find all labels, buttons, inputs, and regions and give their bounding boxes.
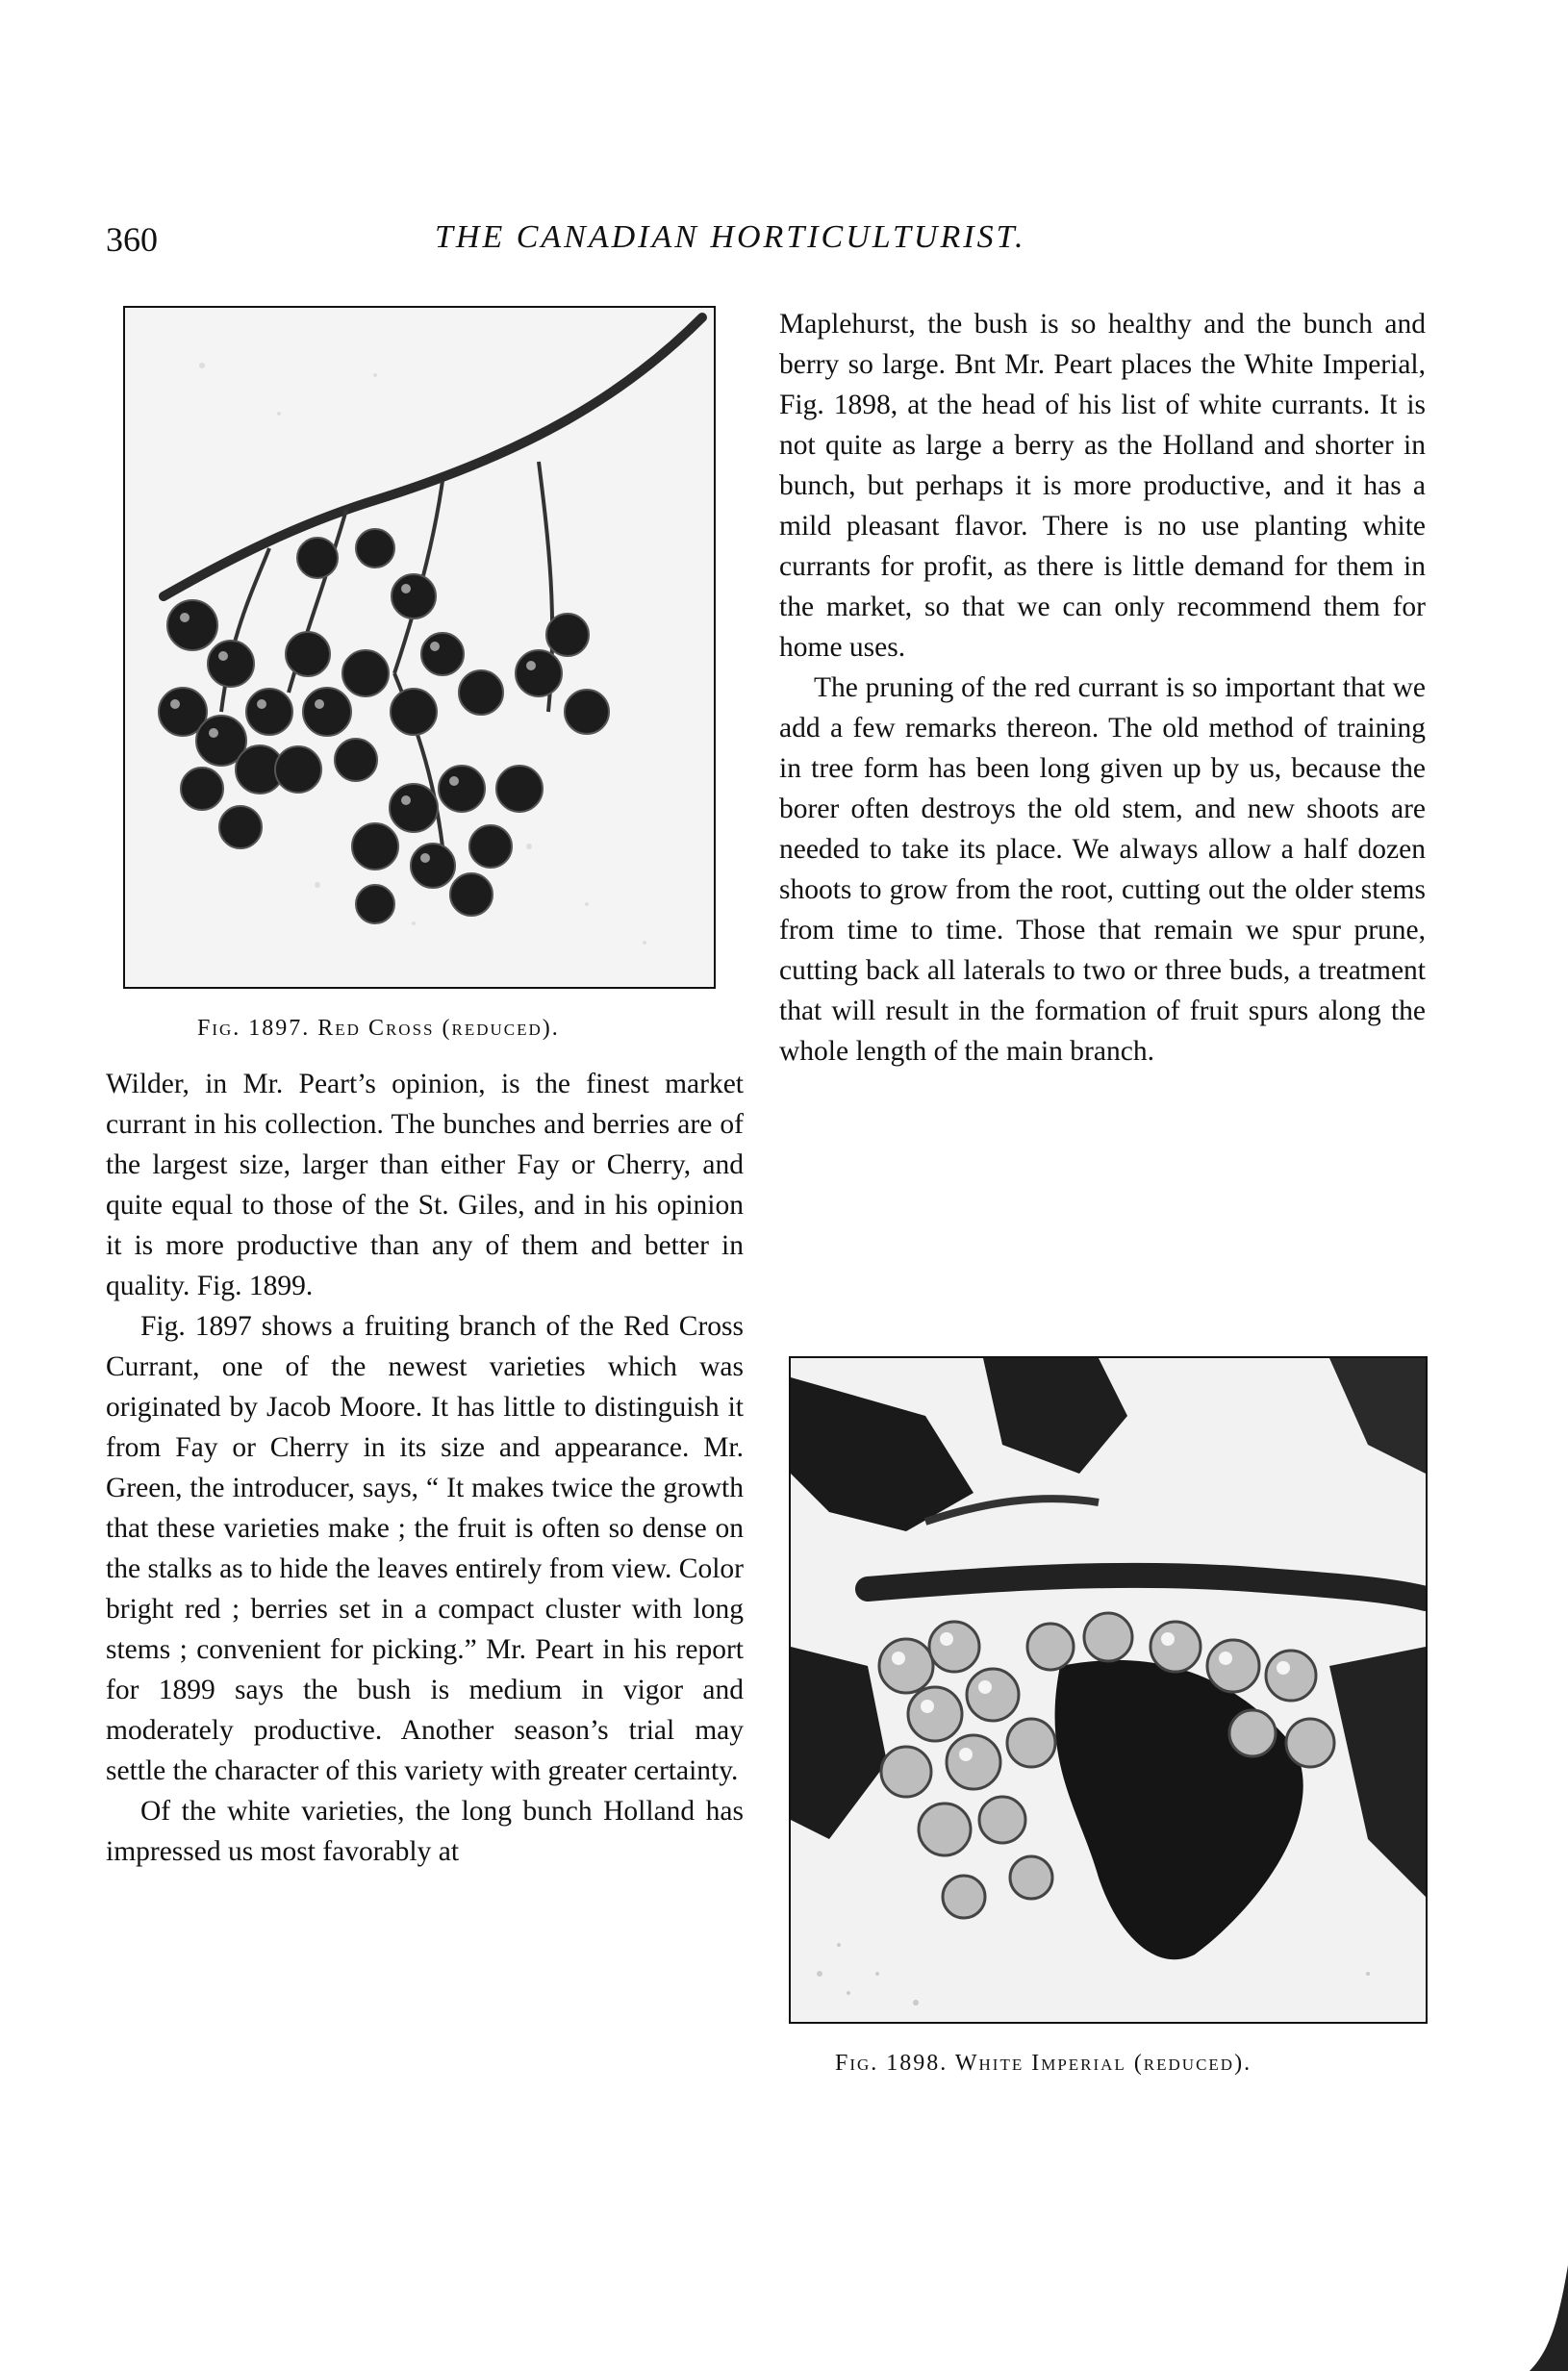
figure-1898	[789, 1356, 1428, 2024]
page-corner-mark	[1530, 2265, 1568, 2371]
paragraph: Wilder, in Mr. Peart’s opinion, is the finest market currant in his collection. The bunches and berries are of the largest size, larger than either Fay or Cherry, and quite equal to those of the St. Giles, and in his opinion it is more productive than any of them and better in quality. Fig. 1899.	[106, 1069, 744, 1301]
page-number: 360	[106, 220, 158, 259]
paragraph: Maplehurst, the bush is so healthy and the bunch and berry so large. Bnt Mr. Peart places the White Imperial, Fig. 1898, at the head of his list of white currants. It is not quite as large a berry as the Holland and shorter in bunch, but perhaps it is more productive, and it has a mild pleasant flavor. There is no use planting white currants for profit, as there is little demand for them in the market, so that we can only recommend them for home uses.	[779, 309, 1426, 663]
page-header	[0, 219, 1568, 267]
left-column	[106, 1064, 744, 1872]
figure-1897	[123, 306, 716, 989]
paragraph: Fig. 1897 shows a fruiting branch of the Red Cross Currant, one of the newest varieties which was originated by Jacob Moore. It has little to distinguish it from Fay or Cherry in its size and appearance. Mr. Green, the introducer, says, “ It makes twice the growth that these varieties make ; the fruit is often so dense on the stalks as to hide the leaves entirely from view. Color bright red ; berries set in a compact cluster with long stems ; convenient for picking.” Mr. Peart in his report for 1899 says the bush is medium in vigor and moderately productive. Another season’s trial may settle the character of this variety with greater certainty.	[106, 1311, 744, 1786]
paragraph: Of the white varieties, the long bunch Holland has impressed us most favorably at	[106, 1796, 744, 1867]
running-title: THE CANADIAN HORTICULTURIST.	[435, 219, 1026, 255]
red-currant-branch-photo	[125, 308, 714, 987]
figure-1898-caption: Fig. 1898. White Imperial (reduced).	[835, 2051, 1252, 2076]
figure-1897-caption: Fig. 1897. Red Cross (reduced).	[197, 1016, 560, 1041]
paragraph: The pruning of the red currant is so important that we add a few remarks thereon. The old method of training in tree form has been long given up by us, because the borer often destroys the old stem, and new shoots are needed to take its place. We always allow a half dozen shoots to grow from the root, cutting out the older stems from time to time. Those that remain we spur prune, cutting back all laterals to two or three buds, a treatment that will result in the formation of fruit spurs along the whole length of the main branch.	[779, 672, 1426, 1067]
white-currant-branch-photo	[791, 1358, 1426, 2022]
right-column	[779, 304, 1426, 1072]
